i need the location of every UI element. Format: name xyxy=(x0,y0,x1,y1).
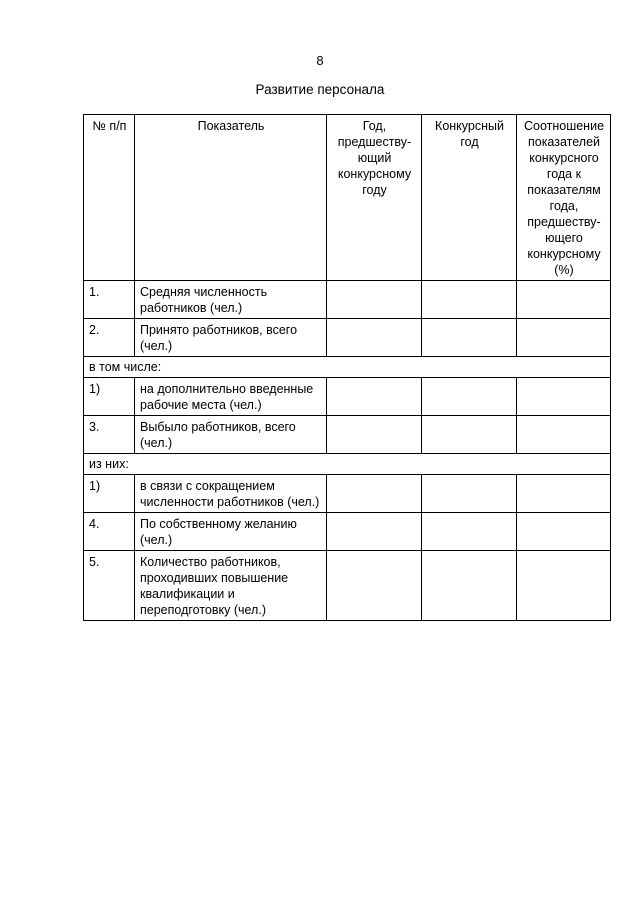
table-header-row xyxy=(84,115,611,281)
value-cell xyxy=(327,551,422,621)
value-cell xyxy=(422,281,517,319)
indicator-label: Средняя численность работников (чел.) xyxy=(135,281,327,319)
row-number: 5. xyxy=(84,551,135,621)
row-number: 2. xyxy=(84,319,135,357)
table-row xyxy=(84,378,611,416)
section-label: в том числе: xyxy=(84,357,611,378)
table-row xyxy=(84,319,611,357)
table-section-row xyxy=(84,357,611,378)
value-cell xyxy=(517,281,611,319)
indicator-label: Выбыло работников, всего (чел.) xyxy=(135,416,327,454)
value-cell xyxy=(517,416,611,454)
header-cell-indicator: Показатель xyxy=(135,115,327,281)
header-cell-ratio: Соотношение показателей конкурсного года к показателям года, предшеству-ющего конкурсному (%) xyxy=(517,115,611,281)
row-number: 1) xyxy=(84,475,135,513)
indicator-label: на дополнительно введенные рабочие места (чел.) xyxy=(135,378,327,416)
indicator-label: По собственному желанию (чел.) xyxy=(135,513,327,551)
section-label: из них: xyxy=(84,454,611,475)
row-number: 1) xyxy=(84,378,135,416)
row-number: 4. xyxy=(84,513,135,551)
row-number: 1. xyxy=(84,281,135,319)
table-section-row xyxy=(84,454,611,475)
value-cell xyxy=(422,513,517,551)
value-cell xyxy=(517,513,611,551)
page-number: 8 xyxy=(316,53,324,68)
value-cell xyxy=(327,378,422,416)
indicator-label: Количество работников, проходивших повышение квалификации и переподготовку (чел.) xyxy=(135,551,327,621)
table-row xyxy=(84,513,611,551)
value-cell xyxy=(327,475,422,513)
table-row xyxy=(84,416,611,454)
indicator-label: в связи с сокращением численности работников (чел.) xyxy=(135,475,327,513)
staff-development-table xyxy=(83,114,611,621)
table-row xyxy=(84,475,611,513)
value-cell xyxy=(517,378,611,416)
value-cell xyxy=(327,281,422,319)
header-cell-contest-year: Конкурсный год xyxy=(422,115,517,281)
table-body xyxy=(84,281,611,621)
value-cell xyxy=(422,378,517,416)
table-row xyxy=(84,551,611,621)
header-cell-previous-year: Год, предшеству-ющий конкурсному году xyxy=(327,115,422,281)
value-cell xyxy=(422,551,517,621)
value-cell xyxy=(422,475,517,513)
value-cell xyxy=(422,416,517,454)
indicator-label: Принято работников, всего (чел.) xyxy=(135,319,327,357)
value-cell xyxy=(517,319,611,357)
value-cell xyxy=(422,319,517,357)
value-cell xyxy=(517,475,611,513)
page-title: Развитие персонала xyxy=(255,82,385,97)
row-number: 3. xyxy=(84,416,135,454)
value-cell xyxy=(517,551,611,621)
table-row xyxy=(84,281,611,319)
header-cell-number: № п/п xyxy=(84,115,135,281)
value-cell xyxy=(327,513,422,551)
value-cell xyxy=(327,416,422,454)
value-cell xyxy=(327,319,422,357)
